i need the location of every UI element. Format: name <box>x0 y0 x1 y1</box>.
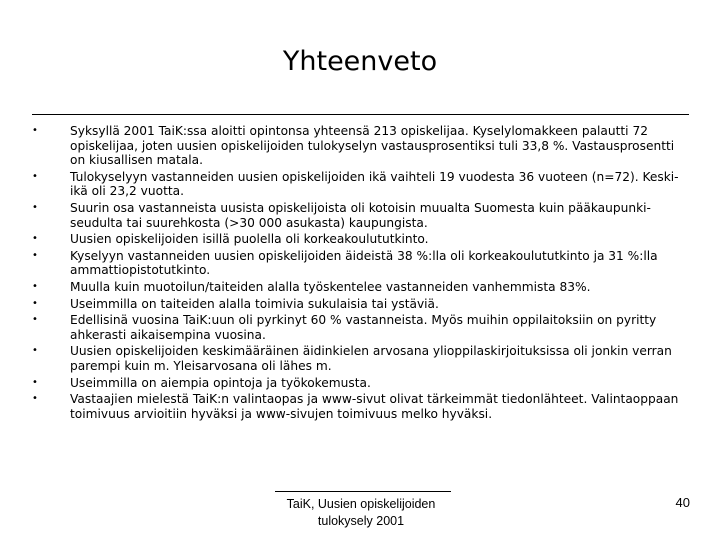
bullet-text: Uusien opiskelijoiden keskimääräinen äidinkielen arvosana ylioppilaskirjoituksissa oli jonkin verran parempi kuin m. Yleisarvosana oli lähes m. <box>70 344 672 373</box>
bullet-dot-icon: • <box>32 170 38 182</box>
bullet-dot-icon: • <box>32 280 38 292</box>
bullet-text: Vastaajien mielestä TaiK:n valintaopas ja www-sivut olivat tärkeimmät tiedonlähteet. Valintaoppaan toimivuus arvioitiin hyväksi ja www-sivujen toimivuus melko hyväksi. <box>70 392 679 421</box>
bullet-item <box>30 232 690 247</box>
bullet-dot-icon: • <box>32 201 38 213</box>
footer-source-line1: TaiK, Uusien opiskelijoiden <box>286 497 436 511</box>
bullet-text: Useimmilla on aiempia opintoja ja työkokemusta. <box>70 375 371 390</box>
bullet-item <box>30 249 690 278</box>
bullet-item <box>30 124 690 168</box>
bullet-text: Muulla kuin muotoilun/taiteiden alalla työskentelee vastanneiden vanhemmista 83%. <box>70 279 591 294</box>
footer-source <box>255 496 467 530</box>
bullet-text: Syksyllä 2001 TaiK:ssa aloitti opintonsa yhteensä 213 opiskelijaa. Kyselylomakkeen palautti 72 opiskelijaa, joten uusien opiskelijoiden tulokyselyn vastausprosentiksi tuli 33,8 %. Vastausprosentti on kiusallisen matala. <box>70 124 675 168</box>
bullet-item <box>30 280 690 295</box>
bullet-text: Suurin osa vastanneista uusista opiskelijoista oli kotoisin muualta Suomesta kuin pääkaupunki-seudulta tai suurehkosta (>30 000 asukasta) kaupungista. <box>70 200 651 230</box>
page-number: 40 <box>675 495 690 510</box>
footer-source-line2: tulokysely 2001 <box>317 514 405 528</box>
bullet-dot-icon: • <box>32 376 38 388</box>
bullet-text: Edellisinä vuosina TaiK:uun oli pyrkinyt 60 % vastanneista. Myös muihin oppilaitoksiin on pyritty ahkerasti aikaisempina vuosina. <box>70 313 657 342</box>
bullet-dot-icon: • <box>32 249 38 261</box>
slide-title: Yhteenveto <box>282 46 438 77</box>
bullet-item <box>30 170 690 199</box>
bullet-dot-icon: • <box>32 393 38 405</box>
bullet-list <box>30 124 690 423</box>
title-divider <box>32 114 689 115</box>
bullet-dot-icon: • <box>32 297 38 309</box>
bullet-text: Kyselyyn vastanneiden uusien opiskelijoiden äideistä 38 %:lla oli korkeakoulututkinto ja 31 %:lla ammattiopistotutkinto. <box>70 248 658 278</box>
bullet-item <box>30 297 690 312</box>
bullet-dot-icon: • <box>32 125 38 136</box>
bullet-item <box>30 376 690 391</box>
bullet-dot-icon: • <box>32 314 38 326</box>
bullet-text: Tulokyselyyn vastanneiden uusien opiskelijoiden ikä vaihteli 19 vuodesta 36 vuoteen (n=72). Keski-ikä oli 23,2 vuotta. <box>70 169 679 199</box>
bullet-dot-icon: • <box>32 345 38 357</box>
bullet-item <box>30 201 690 230</box>
bullet-dot-icon: • <box>32 233 38 245</box>
bullet-text: Uusien opiskelijoiden isillä puolella oli korkeakoulututkinto. <box>70 232 429 247</box>
bullet-text: Useimmilla on taiteiden alalla toimivia sukulaisia tai ystäviä. <box>70 296 439 311</box>
bullet-item <box>30 392 690 421</box>
footer-divider <box>275 491 451 492</box>
bullet-item <box>30 313 690 342</box>
bullet-item <box>30 344 690 373</box>
